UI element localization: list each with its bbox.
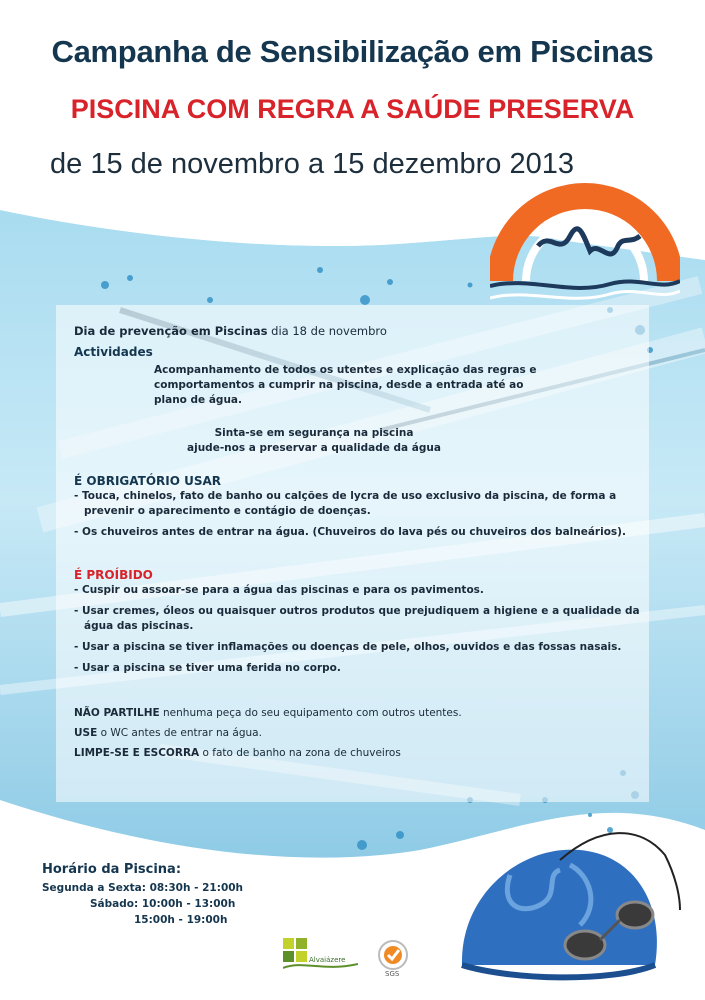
prevention-day-date: dia 18 de novembro: [267, 324, 387, 338]
campaign-dates: de 15 de novembro a 15 dezembro 2013: [50, 148, 574, 180]
hours-weekdays: Segunda a Sexta: 08:30h - 21:00h: [42, 882, 244, 894]
sgs-certification-logo: [373, 938, 413, 983]
mandatory-title: É OBRIGATÓRIO USAR: [74, 474, 222, 488]
share-rule-bold: NÃO PARTILHE: [74, 707, 160, 719]
prevention-day: [74, 324, 644, 339]
wc-rule-text: o WC antes de entrar na água.: [97, 727, 262, 739]
share-rule-text: nenhuma peça do seu equipamento com outros utentes.: [159, 707, 462, 719]
safety-line-1: Sinta-se em segurança na piscina: [214, 427, 414, 439]
activities-text: Acompanhamento de todos os utentes e explicação das regras e comportamentos a cumprir na piscina, desde a entrada até ao plano de água.: [154, 364, 537, 406]
pool-hours: [42, 862, 243, 928]
clean-rule-text: o fato de banho na zona de chuveiros: [199, 747, 401, 759]
wc-rule: [74, 726, 644, 741]
campaign-slogan: PISCINA COM REGRA A SAÚDE PRESERVA: [70, 94, 635, 124]
pool-hours-title: Horário da Piscina:: [42, 862, 182, 877]
forbidden-title: É PROÍBIDO: [74, 568, 153, 582]
forbidden-item: - Usar a piscina se tiver uma ferida no corpo.: [74, 662, 341, 674]
hours-saturday-afternoon: 15:00h - 19:00h: [134, 914, 228, 926]
forbidden-item: - Usar a piscina se tiver inflamações ou doenças de pele, olhos, ouvidos e das fossas nasais.: [74, 641, 622, 653]
logo1-text: Alvaiázere: [309, 956, 346, 964]
logo2-text: SGS: [385, 970, 400, 978]
clean-rule: [74, 746, 644, 761]
page-title: Campanha de Sensibilização em Piscinas: [51, 34, 654, 69]
activities-title: Actividades: [74, 345, 153, 359]
forbidden-item: - Usar cremes, óleos ou quaisquer outros produtos que prejudiquem a higiene e a qualidade da água das piscinas.: [74, 605, 640, 632]
swim-cap-goggles-image: [450, 815, 700, 995]
clean-rule-bold: LIMPE-SE E ESCORRA: [74, 747, 200, 759]
wc-rule-bold: USE: [74, 727, 98, 739]
safety-line-2: ajude-nos a preservar a qualidade da água: [187, 442, 441, 454]
forbidden-item: - Cuspir ou assoar-se para a água das piscinas e para os pavimentos.: [74, 584, 484, 596]
mandatory-item: - Touca, chinelos, fato de banho ou calções de lycra de uso exclusivo da piscina, de forma a prevenir o aparecimento e contágio de doenças.: [74, 490, 617, 517]
hours-saturday-morning: Sábado: 10:00h - 13:00h: [90, 898, 236, 910]
campaign-content: [74, 324, 644, 761]
lifebuoy-icon: [490, 176, 680, 311]
share-rule: [74, 706, 644, 721]
municipality-logo: [283, 938, 358, 977]
mandatory-item: - Os chuveiros antes de entrar na água. (Chuveiros do lava pés ou chuveiros dos balneários).: [74, 526, 626, 538]
prevention-day-title: Dia de prevenção em Piscinas: [74, 324, 268, 338]
